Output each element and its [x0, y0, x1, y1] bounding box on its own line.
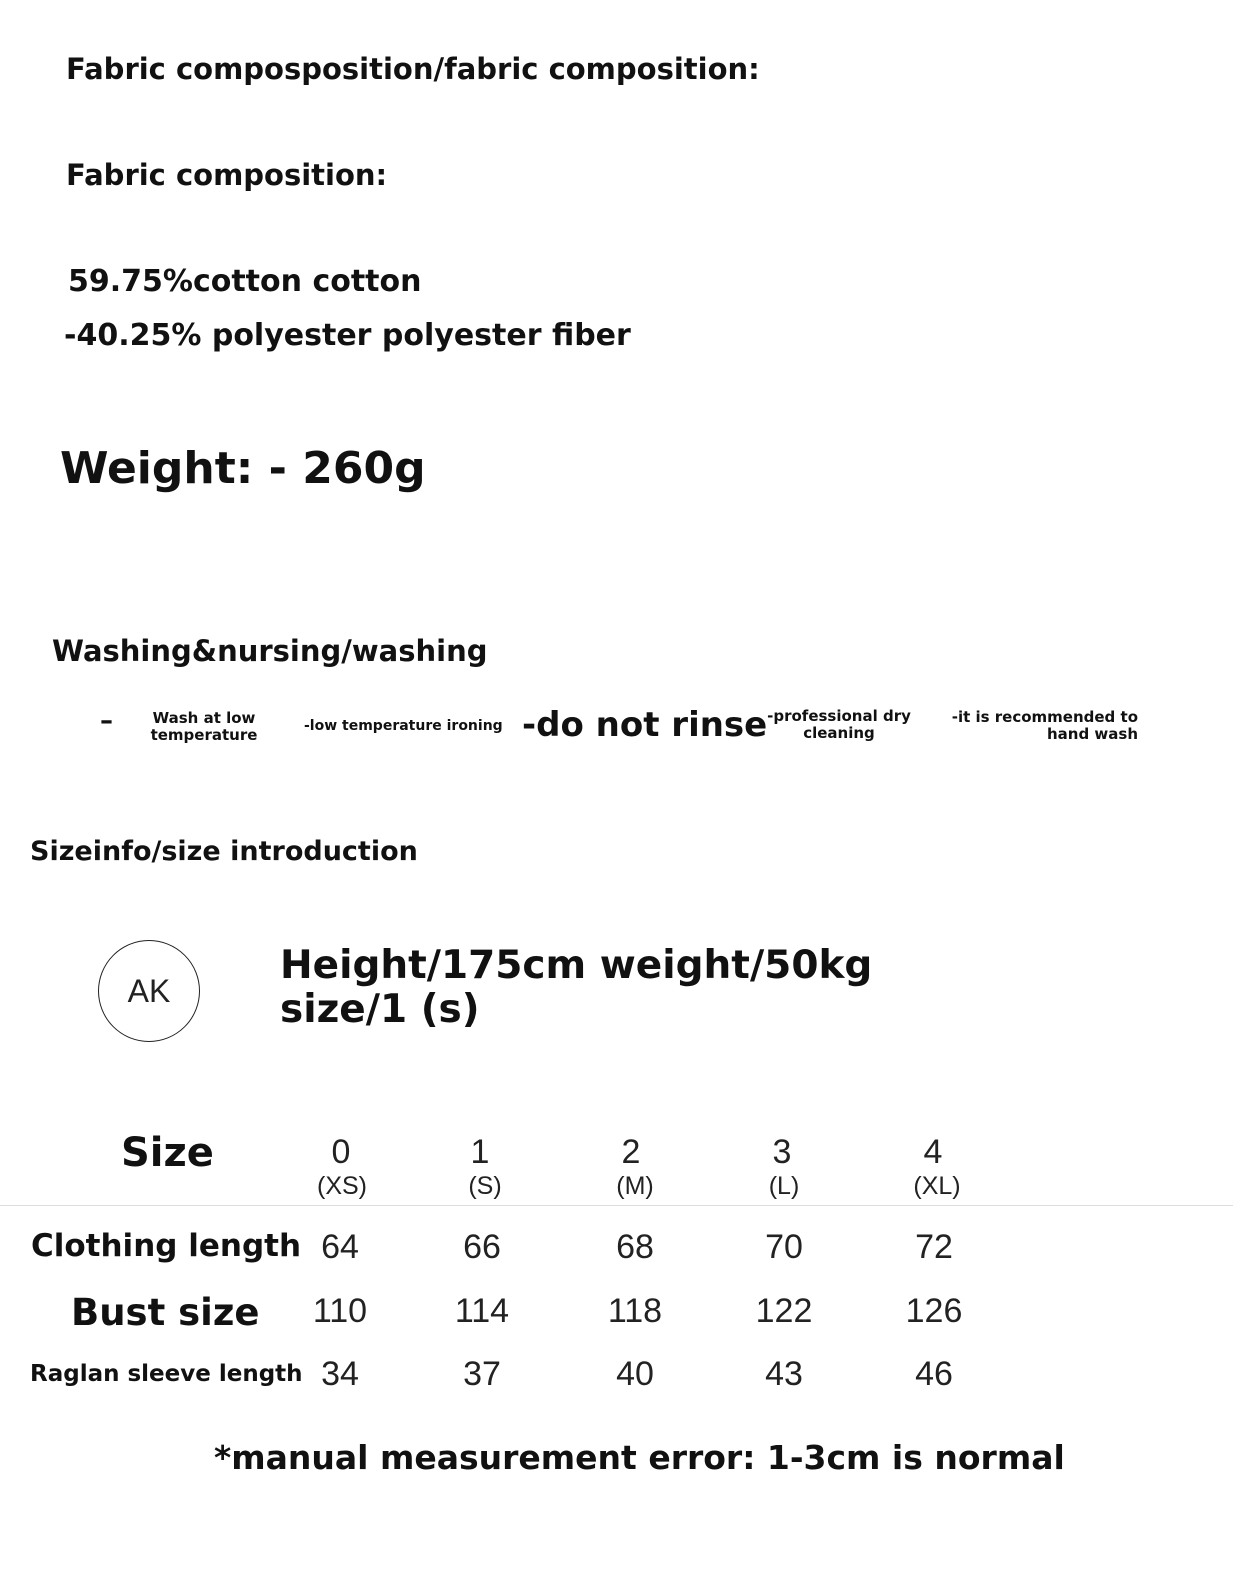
size-code: (L): [768, 1172, 800, 1200]
care-text: temperature: [150, 726, 258, 744]
table-cell: 70: [765, 1228, 803, 1266]
table-cell: 46: [915, 1355, 953, 1393]
size-code: (XL): [913, 1172, 961, 1200]
care-text: cleaning: [803, 724, 875, 742]
care-low-temp-ironing: -low temperature ironing: [304, 718, 503, 734]
washing-title: Washing&nursing/washing: [52, 634, 488, 668]
care-hand-wash: [946, 709, 1138, 743]
table-cell: 40: [616, 1355, 654, 1393]
model-line-2: size/1 (s): [280, 987, 480, 1032]
size-number: 1: [470, 1133, 490, 1171]
measurement-note: *manual measurement error: 1-3cm is normal: [214, 1438, 1065, 1477]
table-cell: 126: [905, 1292, 963, 1330]
size-number: 3: [772, 1133, 792, 1171]
table-cell: 37: [463, 1355, 501, 1393]
avatar: AK: [98, 940, 200, 1042]
table-cell: 110: [312, 1292, 368, 1330]
care-text: Wash at low: [152, 709, 256, 727]
table-cell: 43: [765, 1355, 803, 1393]
table-cell: 122: [755, 1292, 813, 1330]
table-cell: 114: [454, 1292, 510, 1330]
polyester-composition: -40.25% polyester polyester fiber: [64, 318, 631, 353]
care-do-not-rinse: -do not rinse: [522, 705, 768, 745]
size-number: 4: [923, 1133, 943, 1171]
size-code: (XS): [317, 1172, 367, 1200]
care-text: hand wash: [1046, 725, 1138, 743]
size-number: 2: [621, 1133, 641, 1171]
model-info: [280, 944, 872, 1032]
care-text: -it is recommended to: [951, 708, 1138, 726]
fabric-title-1: Fabric composposition/fabric composition:: [66, 52, 760, 86]
model-line-1: Height/175cm weight/50kg: [280, 943, 873, 988]
row-label-bust-size: Bust size: [71, 1291, 260, 1334]
size-code: (M): [616, 1172, 654, 1200]
cotton-composition: 59.75%cotton cotton: [68, 264, 422, 299]
table-cell: 118: [607, 1292, 663, 1330]
size-number: 0: [331, 1133, 351, 1171]
table-cell: 66: [463, 1228, 501, 1266]
table-cell: 64: [321, 1228, 359, 1266]
washing-dash: –: [100, 706, 113, 736]
row-label-clothing-length: Clothing length: [31, 1228, 302, 1264]
size-info-title: Sizeinfo/size introduction: [30, 836, 418, 867]
care-wash-low-temp: [150, 710, 258, 744]
size-header-label: Size: [121, 1130, 214, 1176]
table-cell: 68: [616, 1228, 654, 1266]
fabric-title-2: Fabric composition:: [66, 158, 388, 192]
size-code: (S): [468, 1172, 502, 1200]
table-cell: 72: [915, 1228, 953, 1266]
care-text: -professional dry: [767, 707, 911, 725]
weight-text: Weight: - 260g: [60, 443, 426, 494]
table-cell: 34: [321, 1355, 359, 1393]
care-dry-cleaning: [764, 708, 914, 742]
row-label-raglan-sleeve: Raglan sleeve length: [30, 1361, 303, 1387]
table-divider: [0, 1205, 1233, 1206]
